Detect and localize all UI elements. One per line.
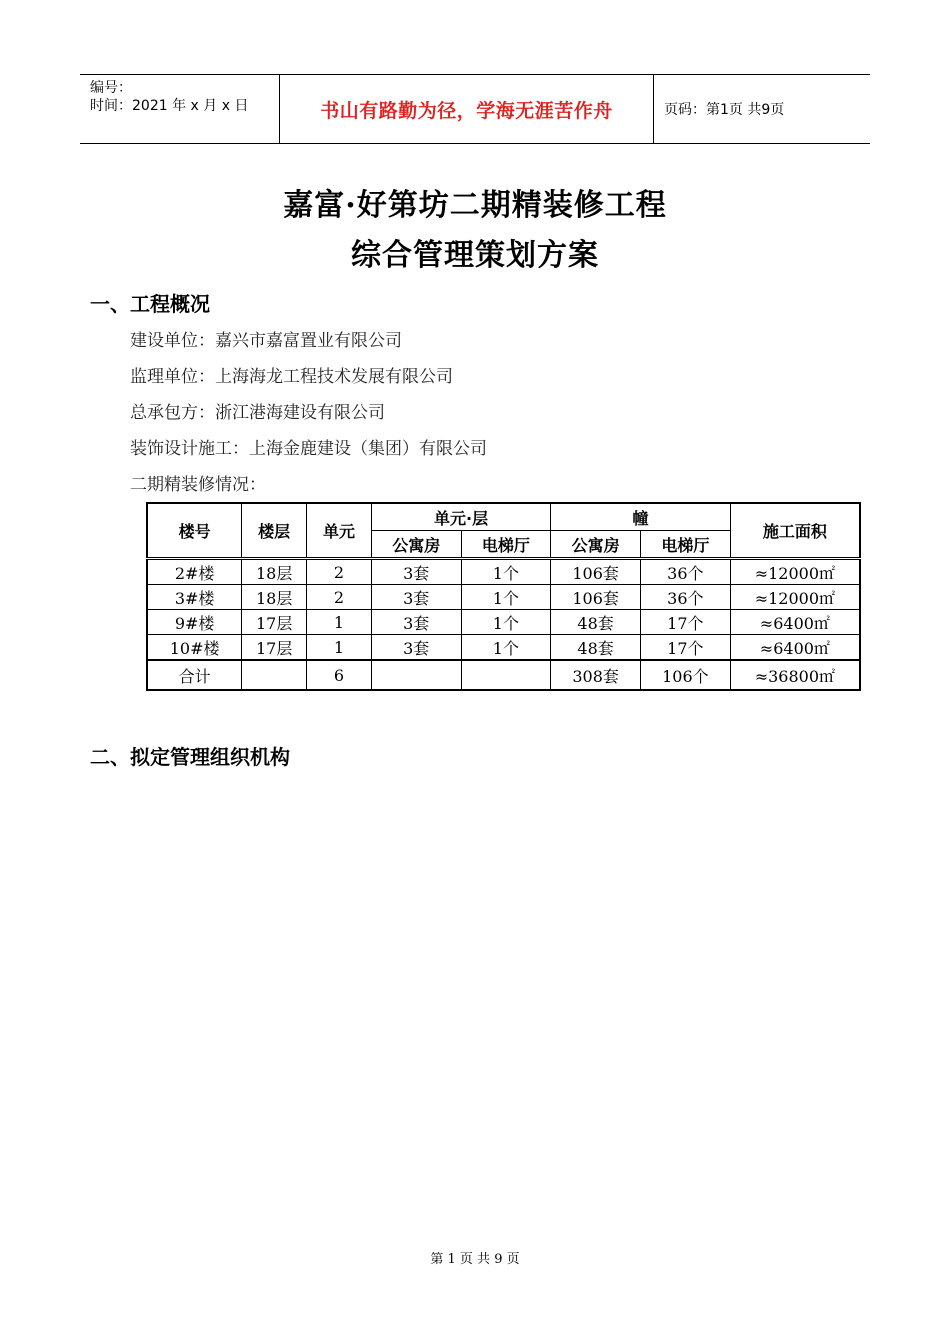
- cell-building: 3#楼: [147, 585, 242, 610]
- cell-units: 1: [307, 635, 372, 661]
- cell-elevator-per-building: 17个: [640, 610, 730, 635]
- overview-line-developer: 建设单位：嘉兴市嘉富置业有限公司: [130, 331, 402, 351]
- cell-apartment-per-floor: 3套: [371, 585, 461, 610]
- header-meta: [80, 75, 280, 143]
- subheader-apartment: 公寓房: [551, 531, 641, 559]
- cell-total-units: 6: [307, 660, 372, 690]
- subheader-apartment: 公寓房: [371, 531, 461, 559]
- cell-total-elevator-per-floor: [461, 660, 551, 690]
- table-row: [147, 635, 860, 661]
- cell-apartment-per-floor: 3套: [371, 610, 461, 635]
- page-header: [80, 74, 870, 144]
- cell-elevator-per-building: 36个: [640, 559, 730, 585]
- table-total-row: [147, 660, 860, 690]
- cell-total-apartment-per-floor: [371, 660, 461, 690]
- document-title-line1: 嘉富·好第坊二期精装修工程: [283, 188, 667, 223]
- cell-elevator-per-floor: 1个: [461, 559, 551, 585]
- cell-total-area: ≈36800㎡: [730, 660, 860, 690]
- document-date-label: 时间：2021 年 x 月 x 日: [90, 98, 249, 114]
- document-number-label: 编号：: [90, 80, 132, 96]
- cell-total-label: 合计: [147, 660, 242, 690]
- cell-apartment-per-floor: 3套: [371, 559, 461, 585]
- cell-total-floors: [242, 660, 307, 690]
- phase2-summary-table: [146, 502, 861, 691]
- overview-line-supervisor: 监理单位：上海海龙工程技术发展有限公司: [130, 367, 453, 387]
- overview-line-decoration: 装饰设计施工：上海金鹿建设（集团）有限公司: [130, 439, 487, 459]
- cell-apartment-per-building: 48套: [551, 610, 641, 635]
- table-header-row: [147, 503, 860, 531]
- header-per-unit-floor: 单元·层: [371, 503, 550, 531]
- cell-area: ≈12000㎡: [730, 559, 860, 585]
- cell-apartment-per-building: 106套: [551, 585, 641, 610]
- cell-total-elevator-halls: 106个: [640, 660, 730, 690]
- cell-elevator-per-building: 17个: [640, 635, 730, 661]
- table-row: [147, 559, 860, 585]
- cell-apartment-per-building: 106套: [551, 559, 641, 585]
- overview-line-contractor: 总承包方：浙江港海建设有限公司: [130, 403, 385, 423]
- header-motto: 书山有路勤为径，学海无涯苦作舟: [280, 75, 654, 143]
- cell-area: ≈6400㎡: [730, 610, 860, 635]
- overview-line-phase2: 二期精装修情况：: [130, 475, 266, 495]
- cell-building: 9#楼: [147, 610, 242, 635]
- cell-building: 2#楼: [147, 559, 242, 585]
- cell-elevator-per-building: 36个: [640, 585, 730, 610]
- table-row: [147, 610, 860, 635]
- page-footer: 第 1 页 共 9 页: [430, 1252, 520, 1267]
- subheader-elevator-hall: 电梯厅: [640, 531, 730, 559]
- cell-area: ≈6400㎡: [730, 635, 860, 661]
- cell-elevator-per-floor: 1个: [461, 585, 551, 610]
- cell-apartment-per-floor: 3套: [371, 635, 461, 661]
- cell-units: 1: [307, 610, 372, 635]
- header-per-building: 幢: [551, 503, 731, 531]
- cell-elevator-per-floor: 1个: [461, 635, 551, 661]
- cell-floors: 18层: [242, 559, 307, 585]
- cell-units: 2: [307, 559, 372, 585]
- cell-floors: 17层: [242, 635, 307, 661]
- header-page-info: 页码：第1页 共9页: [664, 102, 785, 118]
- cell-floors: 17层: [242, 610, 307, 635]
- cell-total-apartments: 308套: [551, 660, 641, 690]
- header-building: 楼号: [147, 503, 242, 559]
- cell-units: 2: [307, 585, 372, 610]
- section-heading-organization: 二、拟定管理组织机构: [90, 745, 290, 769]
- table-row: [147, 585, 860, 610]
- cell-floors: 18层: [242, 585, 307, 610]
- cell-elevator-per-floor: 1个: [461, 610, 551, 635]
- document-title-line2: 综合管理策划方案: [351, 238, 599, 273]
- header-floors: 楼层: [242, 503, 307, 559]
- header-area: 施工面积: [730, 503, 860, 559]
- section-heading-overview: 一、工程概况: [90, 292, 210, 316]
- cell-apartment-per-building: 48套: [551, 635, 641, 661]
- header-units: 单元: [307, 503, 372, 559]
- cell-building: 10#楼: [147, 635, 242, 661]
- subheader-elevator-hall: 电梯厅: [461, 531, 551, 559]
- cell-area: ≈12000㎡: [730, 585, 860, 610]
